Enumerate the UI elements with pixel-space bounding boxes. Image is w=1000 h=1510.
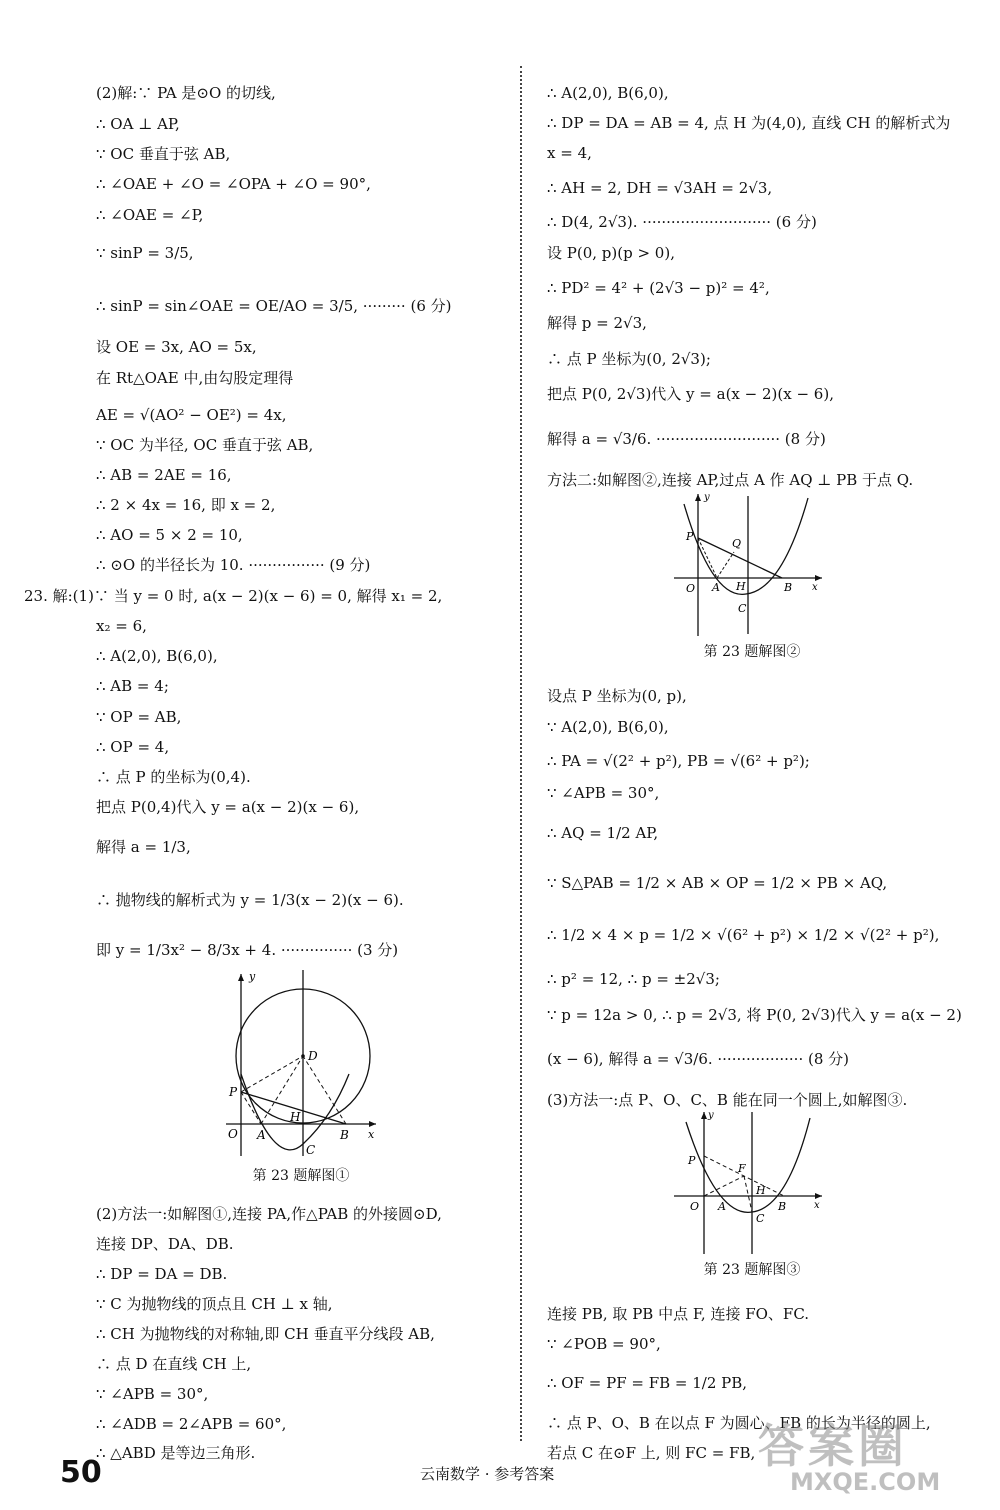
solution-line: ∴ sinP = sin∠OAE = OE/AO = 3/5, ········· (6 分) — [96, 297, 452, 315]
point-label-d: D — [308, 1049, 318, 1063]
watermark-url: MXQE.COM — [790, 1468, 941, 1496]
point-label-a: A — [712, 581, 720, 594]
point-label-o: O — [690, 1200, 700, 1213]
solution-line: ∴ PD² = 4² + (2√3 − p)² = 4², — [547, 279, 770, 297]
solution-line: ∴ PA = √(2² + p²), PB = √(6² + p²); — [547, 752, 810, 770]
solution-line: ∴ ∠ADB = 2∠APB = 60°, — [96, 1415, 287, 1433]
point-label-c: C — [756, 1212, 765, 1225]
solution-line: ∴ OA ⊥ AP, — [96, 115, 180, 133]
solution-line: 即 y = 1/3x² − 8/3x + 4. ··············· (3 分) — [96, 941, 399, 959]
solution-line: ∴ A(2,0), B(6,0), — [547, 84, 669, 102]
solution-line: ∴ AH = 2, DH = √3AH = 2√3, — [547, 179, 773, 197]
solution-line: ∴ A(2,0), B(6,0), — [96, 647, 218, 665]
solution-line: 解得 p = 2√3, — [547, 314, 647, 332]
solution-line: ∵ sinP = 3/5, — [96, 244, 194, 262]
point-label-p: P — [688, 1154, 696, 1167]
figure-23-1-diagram — [216, 966, 386, 1162]
solution-line: ∴ 1/2 × 4 × p = 1/2 × √(6² + p²) × 1/2 × √(2² + p²), — [547, 926, 940, 944]
column-divider — [520, 66, 522, 1441]
figure-23-2-diagram — [672, 490, 832, 638]
point-label-q: Q — [732, 537, 742, 550]
y-axis-label: y — [704, 492, 710, 503]
solution-line: ∵ OC 为半径, OC 垂直于弦 AB, — [96, 436, 314, 454]
solution-line: ∴ DP = DA = DB. — [96, 1265, 228, 1283]
solution-line: ∵ C 为抛物线的顶点且 CH ⊥ x 轴, — [96, 1295, 333, 1313]
figure-caption: 第 23 题解图① — [252, 1168, 350, 1184]
solution-line: ∴ 点 P、O、B 在以点 F 为圆心、FB 的长为半径的圆上, — [547, 1414, 931, 1432]
solution-line: 在 Rt△OAE 中,由勾股定理得 — [96, 369, 294, 387]
solution-line: ∴ ∠OAE = ∠P, — [96, 206, 204, 224]
solution-line: ∴ D(4, 2√3). ··························· (6 分) — [547, 213, 817, 231]
point-label-p: P — [229, 1085, 238, 1099]
figure-caption: 第 23 题解图③ — [703, 1262, 801, 1278]
solution-line: ∴ AQ = 1/2 AP, — [547, 824, 659, 842]
solution-line: ∴ 抛物线的解析式为 y = 1/3(x − 2)(x − 6). — [96, 891, 404, 909]
solution-line: 把点 P(0,4)代入 y = a(x − 2)(x − 6), — [96, 798, 360, 816]
point-label-b: B — [340, 1128, 349, 1142]
figure-23-3-diagram — [672, 1108, 832, 1256]
watermark-logo — [736, 1410, 976, 1500]
solution-line: ∵ ∠APB = 30°, — [96, 1385, 209, 1403]
solution-line: 设点 P 坐标为(0, p), — [547, 687, 687, 705]
solution-line: (2)方法一:如解图①,连接 PA,作△PAB 的外接圆⊙D, — [96, 1205, 442, 1223]
y-axis-label: y — [708, 1110, 714, 1121]
point-label-p: P — [686, 530, 694, 543]
book-title: 云南数学 · 参考答案 — [420, 1465, 555, 1483]
solution-line: ∴ ∠OAE + ∠O = ∠OPA + ∠O = 90°, — [96, 175, 371, 193]
solution-line: ∵ OP = AB, — [96, 708, 182, 726]
y-axis-label: y — [249, 970, 256, 983]
figure-caption: 第 23 题解图② — [703, 644, 801, 660]
x-axis-label: x — [812, 582, 818, 593]
point-label-a: A — [257, 1128, 266, 1142]
solution-line: ∴ CH 为抛物线的对称轴,即 CH 垂直平分线段 AB, — [96, 1325, 435, 1343]
solution-line: ∵ ∠APB = 30°, — [547, 784, 660, 802]
solution-line: ∴ AB = 2AE = 16, — [96, 466, 232, 484]
solution-line: ∵ A(2,0), B(6,0), — [547, 718, 669, 736]
watermark-text: 答案圈 — [758, 1419, 908, 1473]
point-label-h: H — [290, 1110, 301, 1124]
solution-line: (x − 6), 解得 a = √3/6. ·················· (8 分) — [547, 1050, 850, 1068]
solution-line: ∵ p = 12a > 0, ∴ p = 2√3, 将 P(0, 2√3)代入 y = a(x − 2) — [547, 1006, 962, 1024]
solution-line: ∴ p² = 12, ∴ p = ±2√3; — [547, 970, 720, 988]
solution-line: 方法二:如解图②,连接 AP,过点 A 作 AQ ⊥ PB 于点 Q. — [547, 471, 914, 489]
point-label-c: C — [306, 1143, 316, 1157]
solution-line: 设 OE = 3x, AO = 5x, — [96, 338, 257, 356]
x-axis-label: x — [368, 1128, 375, 1141]
solution-line: ∴ ⊙O 的半径长为 10. ················ (9 分) — [96, 556, 371, 574]
point-label-a: A — [718, 1200, 726, 1213]
solution-line: ∴ OF = PF = FB = 1/2 PB, — [547, 1374, 748, 1392]
solution-line: AE = √(AO² − OE²) = 4x, — [96, 406, 287, 424]
solution-line: ∴ 2 × 4x = 16, 即 x = 2, — [96, 496, 276, 514]
solution-line: x₂ = 6, — [96, 617, 147, 635]
solution-line: ∴ 点 P 的坐标为(0,4). — [96, 768, 251, 786]
point-label-h: H — [756, 1184, 766, 1197]
solution-line: ∵ OC 垂直于弦 AB, — [96, 145, 231, 163]
solution-line: ∴ AO = 5 × 2 = 10, — [96, 526, 243, 544]
solution-line: ∴ 点 D 在直线 CH 上, — [96, 1355, 252, 1373]
solution-line: ∵ ∠POB = 90°, — [547, 1335, 661, 1353]
solution-line: 把点 P(0, 2√3)代入 y = a(x − 2)(x − 6), — [547, 385, 834, 403]
point-label-h: H — [736, 580, 746, 593]
page-number: 50 — [60, 1455, 102, 1490]
solution-line: ∴ OP = 4, — [96, 738, 170, 756]
solution-line: 连接 PB, 取 PB 中点 F, 连接 FO、FC. — [547, 1305, 810, 1323]
figure-23-2 — [672, 490, 832, 662]
x-axis-label: x — [814, 1200, 820, 1211]
figure-23-1 — [216, 966, 386, 1186]
solution-line: 若点 C 在⊙F 上, 则 FC = FB, — [547, 1444, 756, 1462]
figure-23-3 — [672, 1108, 832, 1280]
solution-line: 连接 DP、DA、DB. — [96, 1235, 234, 1253]
solution-line: 设 P(0, p)(p > 0), — [547, 244, 675, 262]
solution-line: (3)方法一:点 P、O、C、B 能在同一个圆上,如解图③. — [547, 1091, 908, 1109]
solution-line: 解得 a = 1/3, — [96, 838, 191, 856]
solution-line: 解得 a = √3/6. ·························· (8 分) — [547, 430, 826, 448]
solution-line: x = 4, — [547, 144, 592, 162]
point-label-o: O — [686, 582, 696, 595]
solution-line: ∴ 点 P 坐标为(0, 2√3); — [547, 350, 711, 368]
point-label-c: C — [738, 602, 747, 615]
point-label-b: B — [784, 581, 793, 594]
solution-line: ∵ S△PAB = 1/2 × AB × OP = 1/2 × PB × AQ, — [547, 874, 888, 892]
point-label-f: F — [738, 1162, 746, 1175]
solution-line: ∴ DP = DA = AB = 4, 点 H 为(4,0), 直线 CH 的解析式为 — [547, 114, 951, 132]
solution-line: 23. 解:(1)∵ 当 y = 0 时, a(x − 2)(x − 6) = 0, 解得 x₁ = 2, — [24, 587, 443, 605]
solution-line: ∴ AB = 4; — [96, 677, 169, 695]
point-label-b: B — [778, 1200, 787, 1213]
solution-line: (2)解:∵ PA 是⊙O 的切线, — [96, 84, 276, 102]
point-label-o: O — [228, 1127, 238, 1141]
solution-line: ∴ △ABD 是等边三角形. — [96, 1444, 256, 1462]
